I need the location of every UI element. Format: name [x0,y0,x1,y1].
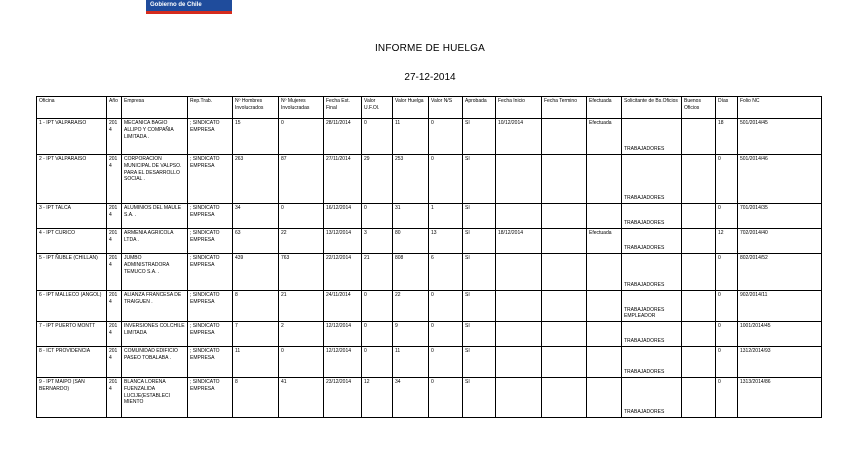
table-cell: 29 [362,155,393,204]
table-cell: 11 [393,347,429,378]
table-cell: SI [463,229,496,254]
table-cell: 2014 [107,254,122,291]
table-row [37,254,822,291]
column-header: Días [716,97,738,119]
table-cell: ALIANZA FRANCESA DE TRAIGUEN . [122,291,188,322]
table-cell [682,229,716,254]
table-cell: 7 - IPT PUERTO MONTT [37,322,107,347]
table-cell: TRABAJADORES [622,229,682,254]
table-cell: ; SINDICATO EMPRESA [188,291,233,322]
table-cell: SI [463,322,496,347]
table-cell: 13/12/2014 [324,229,362,254]
table-cell: 3 [362,229,393,254]
table-cell: TRABAJADORES [622,378,682,418]
table-cell: 0 [429,291,463,322]
logo-flag-stripe [146,11,232,14]
table-cell: Efectuada [587,119,622,155]
table-cell: 0 [429,378,463,418]
table-cell: 2014 [107,229,122,254]
column-header: Oficina [37,97,107,119]
table-cell: 22/12/2014 [324,254,362,291]
column-header: Folio NC [738,97,822,119]
table-row [37,378,822,418]
table-cell: 10/12/2014 [496,119,542,155]
table-body [37,119,822,418]
table-cell: 15 [233,119,279,155]
table-cell [542,322,587,347]
table-cell: 0 [716,291,738,322]
table-cell: 763 [279,254,324,291]
column-header: Fecha Inicio [496,97,542,119]
table-cell: 1312/2014/93 [738,347,822,378]
table-cell: 1001/2014/45 [738,322,822,347]
table-header-row [37,97,822,119]
table-cell [587,347,622,378]
table-cell: CORPORACION MUNICIPAL DE VALPSO. PARA EL DESARROLLO SOCIAL . [122,155,188,204]
table-cell: 0 [716,254,738,291]
table-cell [682,378,716,418]
table-cell: 0 [716,347,738,378]
table-cell: 18 [716,119,738,155]
column-header: Efectuada [587,97,622,119]
table-cell: 0 [716,378,738,418]
table-cell: SI [463,378,496,418]
table-cell [496,378,542,418]
table-cell: 802/2014/52 [738,254,822,291]
table-cell: ALUMINIOS DEL MAULE S.A. . [122,204,188,229]
table-cell: 2014 [107,204,122,229]
table-cell: 21 [362,254,393,291]
strike-report-table [36,96,822,418]
table-cell [587,322,622,347]
table-cell: 22 [279,229,324,254]
table-cell: 0 [429,322,463,347]
table-cell [587,254,622,291]
table-cell: 6 - IPT MALLECO (ANGOL) [37,291,107,322]
table-cell: TRABAJADORES [622,254,682,291]
column-header: Año [107,97,122,119]
column-header: Valor N/S [429,97,463,119]
column-header: Rep.Trab. [188,97,233,119]
table-cell: 0 [362,204,393,229]
table-cell: 80 [393,229,429,254]
table-cell: 23/12/2014 [324,378,362,418]
table-row [37,291,822,322]
table-cell [682,119,716,155]
table-cell: 28/11/2014 [324,119,362,155]
table-cell [496,347,542,378]
table-cell: 2014 [107,322,122,347]
table-cell: ; SINDICATO EMPRESA [188,204,233,229]
table-cell: 12/12/2014 [324,347,362,378]
column-header: Fecha Est. Final [324,97,362,119]
table-cell: 0 [362,322,393,347]
table-cell: 439 [233,254,279,291]
table-cell: 2 - IPT VALPARAISO [37,155,107,204]
table-cell: INVERSIONES COLCHILE LIMITADA [122,322,188,347]
column-header: Aprobada [463,97,496,119]
column-header: Fecha Termino [542,97,587,119]
table-cell [587,155,622,204]
table-cell: 6 [429,254,463,291]
table-cell: 0 [362,291,393,322]
table-cell [542,254,587,291]
table-cell: 501/2014/45 [738,119,822,155]
table-cell: 1313/2014/86 [738,378,822,418]
table-cell: MECANICA BAGIO ALLIPO Y COMPAÑIA LIMITADA . [122,119,188,155]
table-cell: TRABAJADORES [622,204,682,229]
table-cell: 1 - IPT VALPARAISO [37,119,107,155]
column-header: Buenos Oficios [682,97,716,119]
table-cell: 34 [393,378,429,418]
table-cell [542,291,587,322]
table-cell: 8 [233,378,279,418]
table-row [37,322,822,347]
table-cell: ; SINDICATO EMPRESA [188,229,233,254]
table-cell [542,204,587,229]
column-header: Valor U.F.Ol. [362,97,393,119]
report-date: 27-12-2014 [404,72,456,83]
table-cell: 2014 [107,347,122,378]
table-cell [682,204,716,229]
table-cell: TRABAJADORES EMPLEADOR [622,291,682,322]
table-cell: 902/2014/11 [738,291,822,322]
table-cell: 12 [362,378,393,418]
table-cell: 2014 [107,291,122,322]
table-cell [587,204,622,229]
table-cell: TRABAJADORES [622,347,682,378]
table-cell: ; SINDICATO EMPRESA [188,347,233,378]
table-cell [542,347,587,378]
column-header: Solicitante de Bs.Oficios [622,97,682,119]
table-cell: 7 [233,322,279,347]
table-cell [542,229,587,254]
table-cell: JUMBO ADMINISTRADORA TEMUCO S.A. . [122,254,188,291]
table-cell: 16/12/2014 [324,204,362,229]
table-cell: 21 [279,291,324,322]
table-cell [587,291,622,322]
table-cell: 9 - IPT MAIPO (SAN BERNARDO) [37,378,107,418]
table-cell: 31 [393,204,429,229]
table-cell: COMUNIDAD EDIFICIO PASEO TOBALABA . [122,347,188,378]
table-cell [496,291,542,322]
table-cell: TRABAJADORES [622,119,682,155]
table-cell [542,119,587,155]
report-title: INFORME DE HUELGA [374,43,486,54]
table-cell: 701/2014/35 [738,204,822,229]
table-cell [682,155,716,204]
table-cell: ARMENIA AGRICOLA LTDA . [122,229,188,254]
table-cell: 24/11/2014 [324,291,362,322]
table-row [37,204,822,229]
table-cell: 0 [279,347,324,378]
table-cell: SI [463,254,496,291]
table-cell: 0 [429,119,463,155]
table-cell: 18/12/2014 [496,229,542,254]
table-cell: 11 [233,347,279,378]
table-cell: SI [463,119,496,155]
table-cell: 0 [429,347,463,378]
table-cell [682,322,716,347]
table-cell [542,155,587,204]
column-header: Valor Huelga [393,97,429,119]
table-cell: ; SINDICATO EMPRESA [188,155,233,204]
table-cell [496,204,542,229]
table-cell: 12/12/2014 [324,322,362,347]
table-cell [682,254,716,291]
table-cell [587,378,622,418]
table-cell: 0 [429,155,463,204]
table-row [37,119,822,155]
table-cell: 2014 [107,119,122,155]
table-cell: 11 [393,119,429,155]
table-cell [682,291,716,322]
table-cell: 41 [279,378,324,418]
table-cell: TRABAJADORES [622,322,682,347]
table-cell: SI [463,347,496,378]
table-cell: 8 [233,291,279,322]
table-cell [496,322,542,347]
table-cell: 12 [716,229,738,254]
table-cell: 263 [233,155,279,204]
gobierno-de-chile-logo [146,0,232,14]
table-cell: ; SINDICATO EMPRESA [188,119,233,155]
table-cell: 63 [233,229,279,254]
table-cell: 87 [279,155,324,204]
table-cell: 4 - IPT CURICO [37,229,107,254]
table-cell: 808 [393,254,429,291]
table-cell: 702/2014/40 [738,229,822,254]
table-cell: SI [463,204,496,229]
table-cell: ; SINDICATO EMPRESA [188,254,233,291]
table-cell: 1 [429,204,463,229]
table-cell: 253 [393,155,429,204]
table-row [37,347,822,378]
table-cell: 2014 [107,155,122,204]
table-cell: 0 [716,322,738,347]
table-cell: Efectuada [587,229,622,254]
logo-text: Gobierno de Chile [150,2,202,8]
table-cell [496,155,542,204]
table-cell: 34 [233,204,279,229]
table-cell: 2014 [107,378,122,418]
table-cell: SI [463,291,496,322]
table-cell: 13 [429,229,463,254]
table-cell: 9 [393,322,429,347]
table-cell: 0 [716,155,738,204]
table-cell: 2 [279,322,324,347]
table-cell: 0 [716,204,738,229]
column-header: Nº Mujeres Involucradas [279,97,324,119]
table-cell: 5 - IPT ÑUBLE (CHILLAN) [37,254,107,291]
table-cell: ; SINDICATO EMPRESA [188,322,233,347]
table-cell: TRABAJADORES [622,155,682,204]
table-cell: 0 [362,119,393,155]
table-cell [682,347,716,378]
column-header: Empresa [122,97,188,119]
table-cell: 3 - IPT TALCA [37,204,107,229]
table-cell: 22 [393,291,429,322]
column-header: Nº Hombres Involucrados [233,97,279,119]
table-row [37,155,822,204]
table-cell [496,254,542,291]
table-cell: 0 [279,204,324,229]
table-row [37,229,822,254]
table-cell: 27/11/2014 [324,155,362,204]
table-cell: 501/2014/46 [738,155,822,204]
table-cell: 8 - ICT PROVIDENCIA [37,347,107,378]
table-cell: ; SINDICATO EMPRESA [188,378,233,418]
table-cell: BLANCA LORENA FUENZALIDA LUCIJE(ESTABLECI MIENTO [122,378,188,418]
table-cell: 0 [279,119,324,155]
table-cell: 0 [362,347,393,378]
table-cell: SI [463,155,496,204]
table-cell [542,378,587,418]
